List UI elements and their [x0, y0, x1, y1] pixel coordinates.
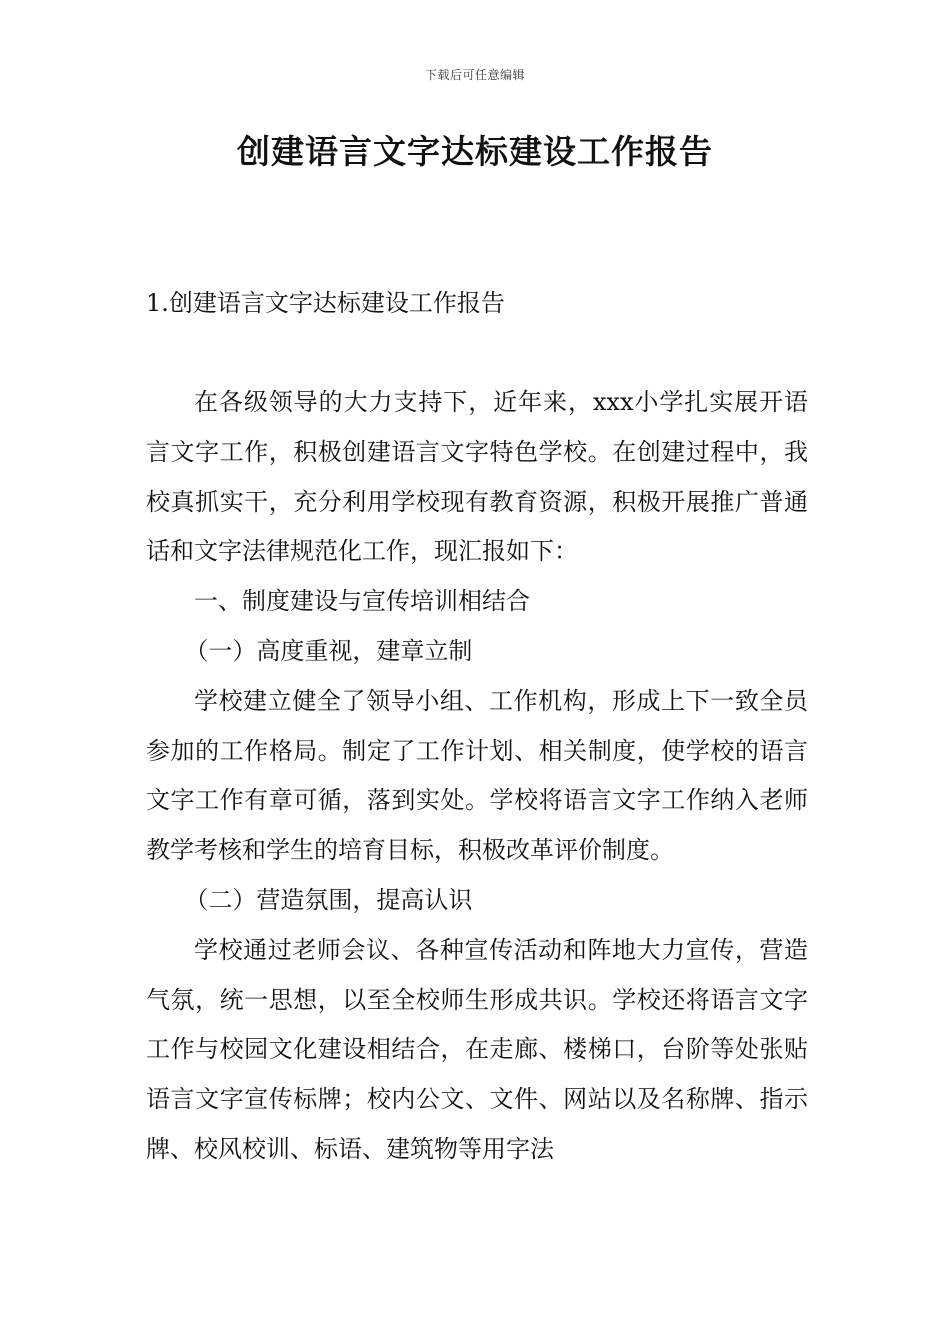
header-note: 下载后可任意编辑 — [424, 68, 525, 82]
paragraph-intro: 在各级领导的大力支持下，近年来，xxx小学扎实展开语言文字工作，积极创建语言文字特色学校。在创建过程中，我校真抓实干，充分利用学校现有教育资源，积极开展推广普通话和文字法律规范化工作，现汇报如下： — [146, 388, 808, 566]
section-heading: 1.创建语言文字达标建设工作报告 — [146, 289, 505, 317]
paragraph-subsection-one: 学校建立健全了领导小组、工作机构，形成上下一致全员参加的工作格局。制定了工作计划、相关制度，使学校的语言文字工作有章可循，落到实处。学校将语言文字工作纳入老师教学考核和学生的培育目标，积极改革评价制度。 — [146, 686, 808, 865]
heading-section-one: 一、制度建设与宣传培训相结合 — [194, 587, 530, 616]
heading-subsection-two: （二）营造氛围，提高认识 — [184, 885, 473, 914]
document-title: 创建语言文字达标建设工作报告 — [237, 132, 713, 171]
paragraph-subsection-two: 学校通过老师会议、各种宣传活动和阵地大力宣传，营造气氛，统一思想，以至全校师生形成共识。学校还将语言文字工作与校园文化建设相结合，在走廊、楼梯口，台阶等处张贴语言文字宣传标牌；校内公文、文件、网站以及名称牌、指示牌、校风校训、标语、建筑物等用字法 — [146, 935, 808, 1163]
document-body — [146, 378, 808, 1175]
heading-subsection-one: （一）高度重视，建章立制 — [184, 636, 473, 665]
